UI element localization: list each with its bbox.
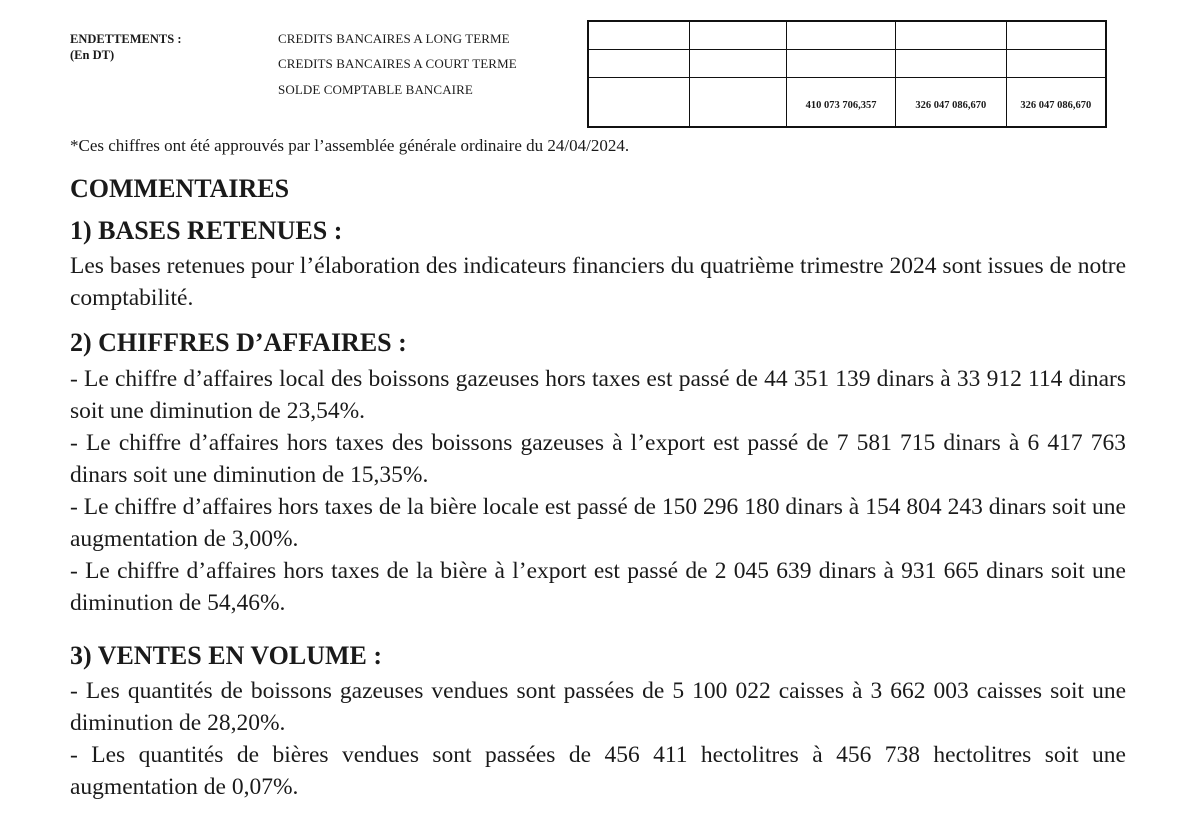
table-cell: 410 073 706,357 (787, 78, 896, 128)
section-body-chiffres (70, 363, 1126, 619)
paragraph: - Le chiffre d’affaires hors taxes de la bière à l’export est passé de 2 045 639 dinars à 931 665 dinars soit une diminution de 54,46%. (70, 558, 1126, 616)
table-cell (787, 21, 896, 50)
table-cell: 326 047 086,670 (895, 78, 1006, 128)
paragraph: - Le chiffre d’affaires hors taxes de la bière locale est passé de 150 296 180 dinars à 154 804 243 dinars soit une augmentation de 3,00%. (70, 494, 1126, 552)
table-cell (1006, 50, 1106, 78)
commentaires-title: COMMENTAIRES (70, 174, 290, 203)
table-cell (588, 78, 689, 128)
table-cell (588, 50, 689, 78)
table-cell (1006, 21, 1106, 50)
paragraph: - Les quantités de boissons gazeuses vendues sont passées de 5 100 022 caisses à 3 662 003 caisses soit une diminution de 28,20%. (70, 678, 1126, 736)
table-cell (689, 50, 786, 78)
table-cell (895, 50, 1006, 78)
table-cell (689, 78, 786, 128)
line-label-short-term: CREDITS BANCAIRES A COURT TERME (278, 56, 517, 71)
line-label-long-term: CREDITS BANCAIRES A LONG TERME (278, 31, 510, 46)
table-row (588, 21, 1106, 50)
section-title-chiffres: 2) CHIFFRES D’AFFAIRES : (70, 328, 407, 357)
table-cell (588, 21, 689, 50)
table-cell (787, 50, 896, 78)
table-row (588, 50, 1106, 78)
section-title-ventes: 3) VENTES EN VOLUME : (70, 641, 383, 670)
section-body-ventes (70, 675, 1126, 803)
paragraph: - Le chiffre d’affaires local des boissons gazeuses hors taxes est passé de 44 351 139 dinars à 33 912 114 dinars soit une diminution de 23,54%. (70, 366, 1126, 424)
line-label-solde: SOLDE COMPTABLE BANCAIRE (278, 82, 473, 97)
paragraph: - Le chiffre d’affaires hors taxes des boissons gazeuses à l’export est passé de 7 581 715 dinars à 6 417 763 dinars soit une diminution de 15,35%. (70, 430, 1126, 488)
table-cell (689, 21, 786, 50)
endettements-unit: (En DT) (70, 48, 115, 62)
approval-note: *Ces chiffres ont été approuvés par l’assemblée générale ordinaire du 24/04/2024. (70, 136, 630, 155)
table-cell: 326 047 086,670 (1006, 78, 1106, 128)
paragraph: Les bases retenues pour l’élaboration des indicateurs financiers du quatrième trimestre 2024 sont issues de notre comptabilité. (70, 253, 1126, 311)
endettements-heading (70, 31, 181, 63)
section-body-bases (70, 250, 1126, 314)
paragraph: - Les quantités de bières vendues sont passées de 456 411 hectolitres à 456 738 hectolitres soit une augmentation de 0,07%. (70, 742, 1126, 800)
endettements-label: ENDETTEMENTS : (70, 32, 182, 46)
section-title-bases: 1) BASES RETENUES : (70, 216, 343, 245)
endettements-table (587, 20, 1107, 128)
table-row (588, 78, 1106, 128)
table-cell (895, 21, 1006, 50)
